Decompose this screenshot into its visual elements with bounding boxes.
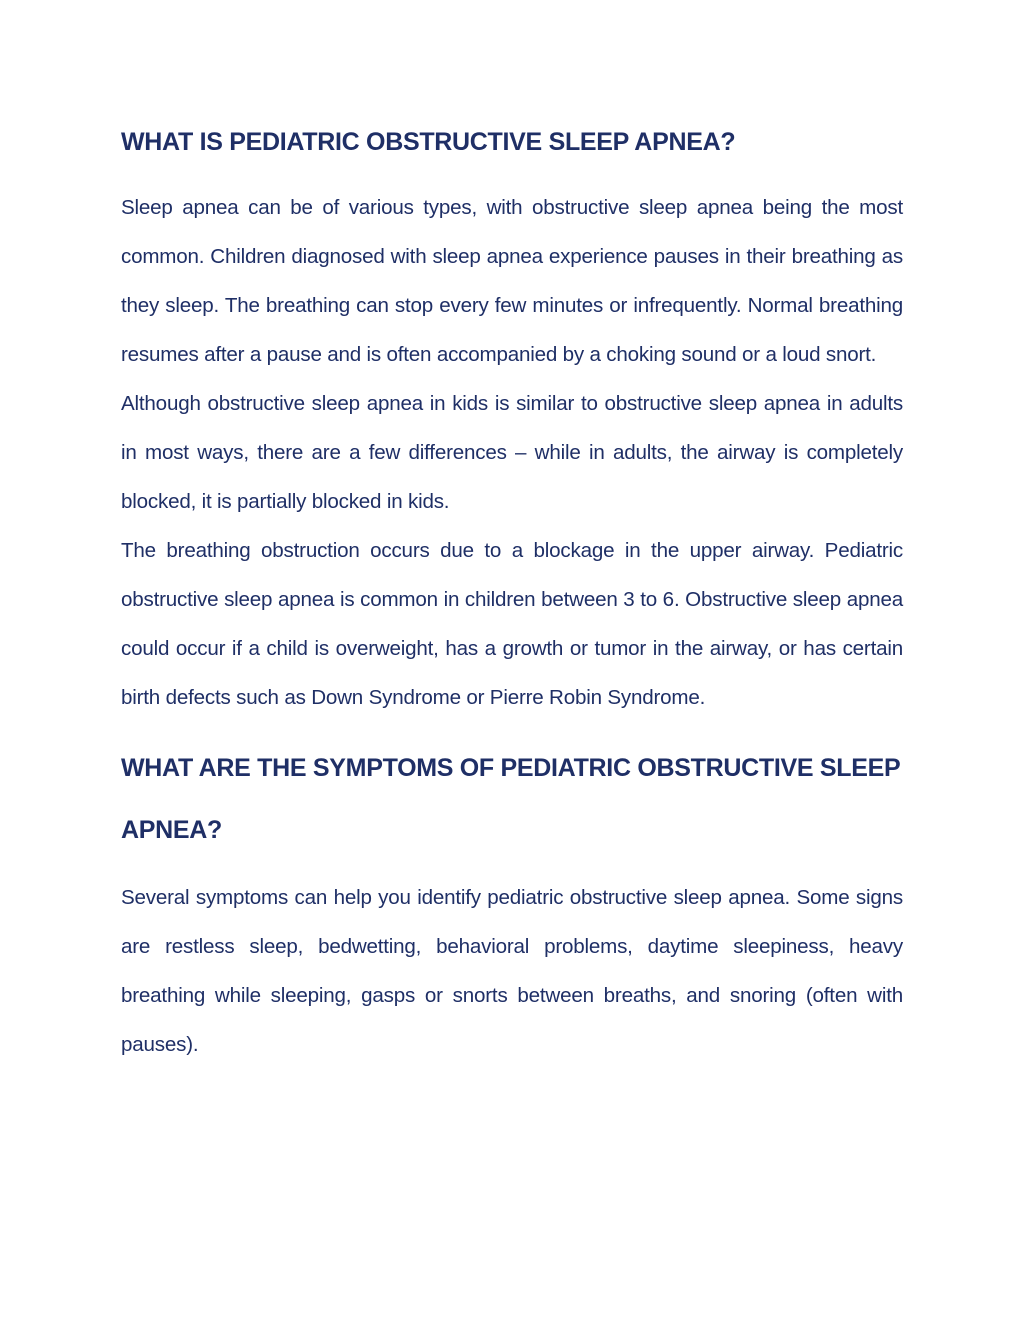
paragraph-breathing-obstruction: The breathing obstruction occurs due to a blockage in the upper airway. Pediatric obstructive sleep apnea is common in children between 3 to 6. Obstructive sleep apnea could occur if a child is overweight, has a growth or tumor in the airway, or has certain birth defects such as Down Syndrome or Pierre Robin Syndrome. <box>121 539 903 709</box>
document-page <box>121 118 903 1069</box>
section-heading-symptoms: WHAT ARE THE SYMPTOMS OF PEDIATRIC OBSTRUCTIVE SLEEP APNEA? <box>121 754 900 844</box>
paragraph-kids-vs-adults: Although obstructive sleep apnea in kids is similar to obstructive sleep apnea in adults in most ways, there are a few differences – while in adults, the airway is completely blocked, it is partially blocked in kids. <box>121 392 903 513</box>
paragraph-symptoms: Several symptoms can help you identify pediatric obstructive sleep apnea. Some signs are restless sleep, bedwetting, behavioral problems, daytime sleepiness, heavy breathing while sleeping, gasps or snorts between breaths, and snoring (often with pauses). <box>121 886 903 1056</box>
section-heading-what-is: WHAT IS PEDIATRIC OBSTRUCTIVE SLEEP APNEA? <box>121 128 736 156</box>
paragraph-sleep-apnea-types: Sleep apnea can be of various types, with obstructive sleep apnea being the most common. Children diagnosed with sleep apnea experience pauses in their breathing as they sleep. The breathing can stop every few minutes or infrequently. Normal breathing resumes after a pause and is often accompanied by a choking sound or a loud snort. <box>121 196 903 366</box>
